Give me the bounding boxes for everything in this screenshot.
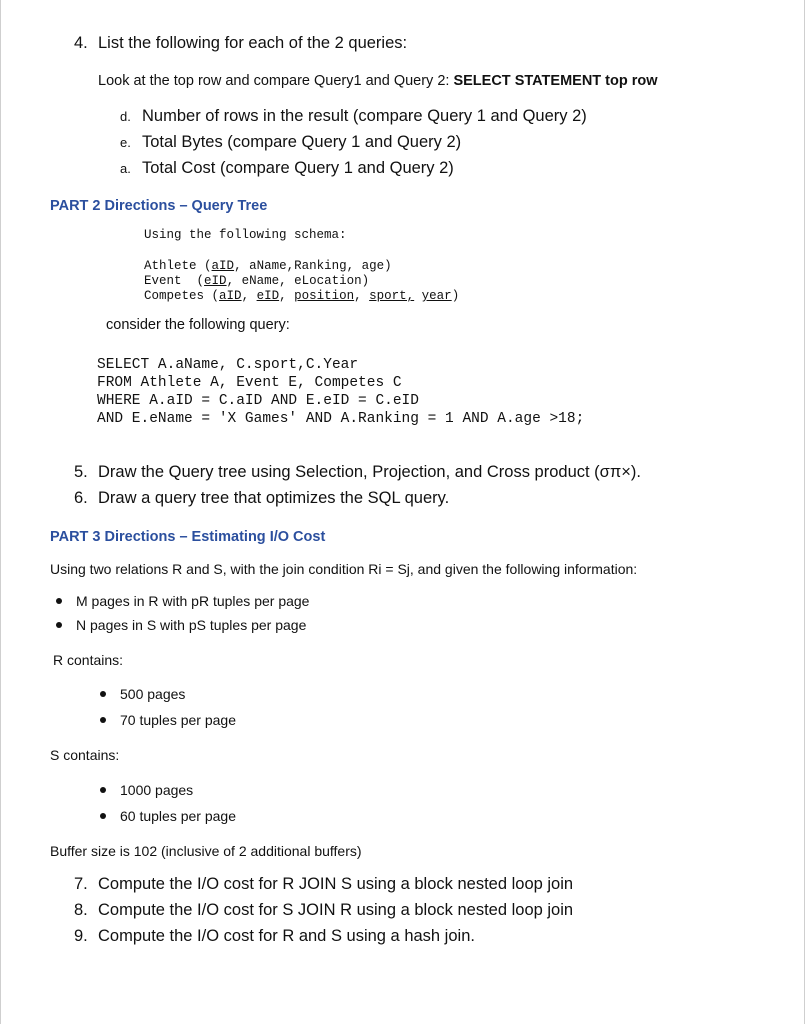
bullet-text: 1000 pages bbox=[120, 782, 194, 798]
schema-rest: , aName,Ranking, age) bbox=[234, 259, 392, 273]
schema-sep bbox=[414, 289, 422, 303]
schema-key: year bbox=[421, 289, 452, 303]
r-item-2 bbox=[100, 712, 236, 728]
schema-competes bbox=[144, 289, 459, 303]
q4-item-text: Number of rows in the result (compare Query 1 and Query 2) bbox=[142, 107, 587, 125]
bullet-icon bbox=[56, 598, 62, 604]
question-9 bbox=[74, 927, 475, 946]
r-item-1 bbox=[100, 686, 185, 702]
schema-paren: ( bbox=[204, 259, 212, 273]
question-text: Compute the I/O cost for R JOIN S using a block nested loop join bbox=[98, 875, 574, 893]
schema-table-name: Athlete bbox=[144, 259, 197, 273]
schema-athlete bbox=[144, 259, 392, 273]
schema-key: aID bbox=[211, 259, 235, 273]
question-number: 7. bbox=[74, 875, 88, 893]
consider-text: consider the following query: bbox=[106, 317, 290, 333]
q4-item-letter: a. bbox=[120, 161, 131, 176]
schema-sep: , bbox=[241, 289, 257, 303]
schema-key: eID bbox=[204, 274, 227, 288]
schema-table-name: Competes bbox=[144, 289, 205, 303]
q4-item-e bbox=[120, 133, 461, 152]
schema-intro: Using the following schema: bbox=[144, 228, 347, 242]
look-instruction-text: Look at the top row and compare Query1 and Query 2: bbox=[98, 73, 454, 89]
question-text: Draw the Query tree using Selection, Projection, and Cross product (σπ×). bbox=[98, 463, 641, 481]
question-6 bbox=[74, 489, 449, 508]
bullet-icon bbox=[100, 813, 106, 819]
sql-line-2: FROM Athlete A, Event E, Competes C bbox=[97, 375, 402, 391]
bullet-icon bbox=[56, 622, 62, 628]
sql-line-3: WHERE A.aID = C.aID AND E.eID = C.eID bbox=[97, 393, 419, 409]
question-4 bbox=[74, 34, 407, 53]
bullet-text: M pages in R with pR tuples per page bbox=[76, 593, 310, 609]
schema-key: position bbox=[294, 289, 355, 303]
bullet-text: 70 tuples per page bbox=[120, 712, 236, 728]
bullet-icon bbox=[100, 691, 106, 697]
schema-sep: , bbox=[354, 289, 370, 303]
s-item-2 bbox=[100, 808, 236, 824]
schema-paren: ( bbox=[196, 274, 205, 288]
bullet-icon bbox=[100, 787, 106, 793]
question-8 bbox=[74, 901, 573, 920]
q4-item-letter: e. bbox=[120, 135, 131, 150]
q4-item-text: Total Bytes (compare Query 1 and Query 2) bbox=[142, 133, 462, 151]
schema-key: aID bbox=[219, 289, 242, 303]
question-7 bbox=[74, 875, 573, 894]
look-instruction bbox=[98, 73, 658, 89]
schema-table-name: Event bbox=[144, 274, 182, 288]
schema-key: sport, bbox=[369, 289, 415, 303]
question-5 bbox=[74, 463, 641, 482]
s-item-1 bbox=[100, 782, 193, 798]
schema-sep: , bbox=[279, 289, 295, 303]
schema-rest: , eName, eLocation) bbox=[226, 274, 370, 288]
part3-bullet-1 bbox=[56, 593, 309, 609]
q4-item-d bbox=[120, 107, 587, 126]
q4-item-letter: d. bbox=[120, 109, 131, 124]
sql-line-1: SELECT A.aName, C.sport,C.Year bbox=[97, 357, 359, 373]
part3-bullet-2 bbox=[56, 617, 306, 633]
schema-key: eID bbox=[256, 289, 280, 303]
part2-heading: PART 2 Directions – Query Tree bbox=[50, 198, 268, 214]
q4-item-text: Total Cost (compare Query 1 and Query 2) bbox=[142, 159, 454, 177]
bullet-text: 500 pages bbox=[120, 686, 186, 702]
sql-line-4: AND E.eName = 'X Games' AND A.Ranking = 1 AND A.age >18; bbox=[97, 411, 585, 427]
q4-item-a bbox=[120, 159, 454, 178]
question-number: 6. bbox=[74, 489, 88, 507]
bullet-text: N pages in S with pS tuples per page bbox=[76, 617, 307, 633]
schema-event bbox=[144, 274, 369, 288]
part3-intro: Using two relations R and S, with the join condition Ri = Sj, and given the following information: bbox=[50, 561, 638, 577]
part3-heading: PART 3 Directions – Estimating I/O Cost bbox=[50, 529, 326, 545]
bullet-text: 60 tuples per page bbox=[120, 808, 236, 824]
question-text: Compute the I/O cost for R and S using a hash join. bbox=[98, 927, 475, 945]
question-4-text: List the following for each of the 2 queries: bbox=[98, 34, 408, 52]
question-number: 9. bbox=[74, 927, 88, 945]
question-number: 8. bbox=[74, 901, 88, 919]
s-contains-label: S contains: bbox=[50, 747, 120, 763]
buffer-text: Buffer size is 102 (inclusive of 2 additional buffers) bbox=[50, 843, 362, 859]
schema-paren: ) bbox=[451, 289, 460, 303]
question-text: Compute the I/O cost for S JOIN R using a block nested loop join bbox=[98, 901, 574, 919]
look-instruction-bold: SELECT STATEMENT top row bbox=[453, 73, 658, 89]
question-text: Draw a query tree that optimizes the SQL query. bbox=[98, 489, 450, 507]
question-4-number: 4. bbox=[74, 34, 88, 52]
r-contains-label: R contains: bbox=[53, 652, 124, 668]
bullet-icon bbox=[100, 717, 106, 723]
schema-paren: ( bbox=[211, 289, 220, 303]
question-number: 5. bbox=[74, 463, 88, 481]
